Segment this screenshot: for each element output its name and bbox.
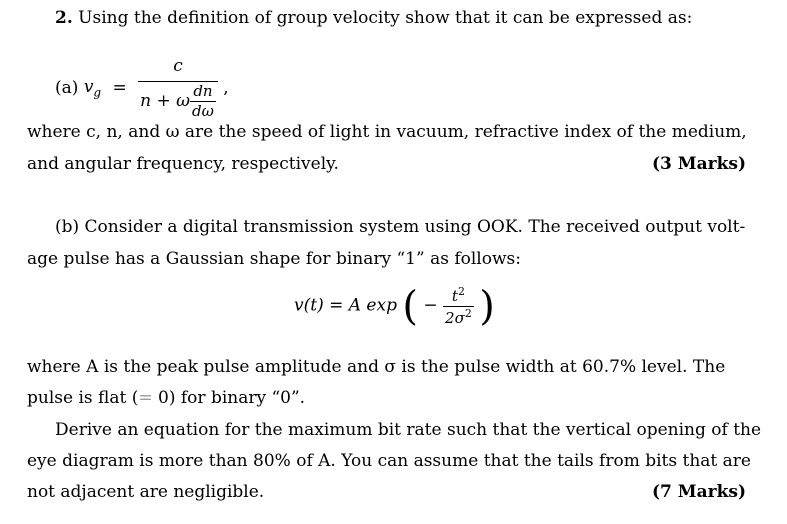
equals-sign: = (112, 77, 127, 98)
two-sigma-term: 2σ (445, 308, 465, 327)
dn-dw-fraction (190, 82, 216, 121)
part-b-line-3: where A is the peak pulse amplitude and σ is the pulse width at 60.7% level. The (27, 357, 726, 377)
dn-term: dn (193, 82, 213, 101)
exponent-fraction (443, 285, 474, 328)
sigma-squared: 2 (464, 306, 472, 320)
equation-lhs: v(t) = A exp (294, 295, 397, 316)
part-a-line-2: and angular frequency, respectively. (27, 154, 339, 174)
left-paren: ( (402, 283, 418, 330)
exponent-denominator (443, 307, 474, 328)
part-b-marks: (7 Marks) (652, 482, 746, 502)
question-number: 2. (55, 8, 73, 28)
part-b-line-2: age pulse has a Gaussian shape for binary “1” as follows: (27, 249, 521, 269)
part-b-line-5: Derive an equation for the maximum bit rate such that the vertical opening of the (55, 420, 762, 440)
part-a-formula (55, 56, 229, 121)
part-b-line-4-end: 0) for binary “0”. (152, 388, 306, 408)
part-a-label: (a) (55, 77, 79, 98)
denominator-prefix: n + ω (140, 90, 191, 111)
part-b-line-6: eye diagram is more than 80% of A. You can assume that the tails from bits that are (27, 451, 751, 471)
dw-term: dω (192, 102, 214, 120)
vg-subscript: g (93, 85, 102, 100)
exponent-numerator (450, 285, 467, 306)
t-squared: 2 (457, 285, 465, 298)
part-a-line-1: where c, n, and ω are the speed of light in vacuum, refractive index of the medium, (27, 122, 747, 142)
part-b-line-7: not adjacent are negligible. (27, 482, 265, 502)
part-b-line-4 (27, 388, 305, 409)
part-b-line-4-equals: = (138, 388, 153, 408)
vg-symbol: v (83, 76, 94, 97)
gaussian-equation (294, 285, 495, 328)
question-prompt: Using the definition of group velocity show that it can be expressed as: (78, 8, 693, 28)
part-a-marks: (3 Marks) (652, 154, 746, 174)
group-velocity-fraction (138, 56, 218, 121)
part-b-line-4-start: pulse is flat ( (27, 388, 139, 408)
part-b-line-1: (b) Consider a digital transmission system using OOK. The received output volt- (55, 217, 746, 237)
question-header (55, 8, 692, 29)
minus-sign: − (423, 295, 438, 316)
numerator-c: c (173, 56, 183, 76)
denominator (138, 82, 218, 121)
t-term: t (451, 287, 458, 305)
right-paren: ) (479, 283, 495, 330)
trailing-comma: , (223, 77, 229, 98)
